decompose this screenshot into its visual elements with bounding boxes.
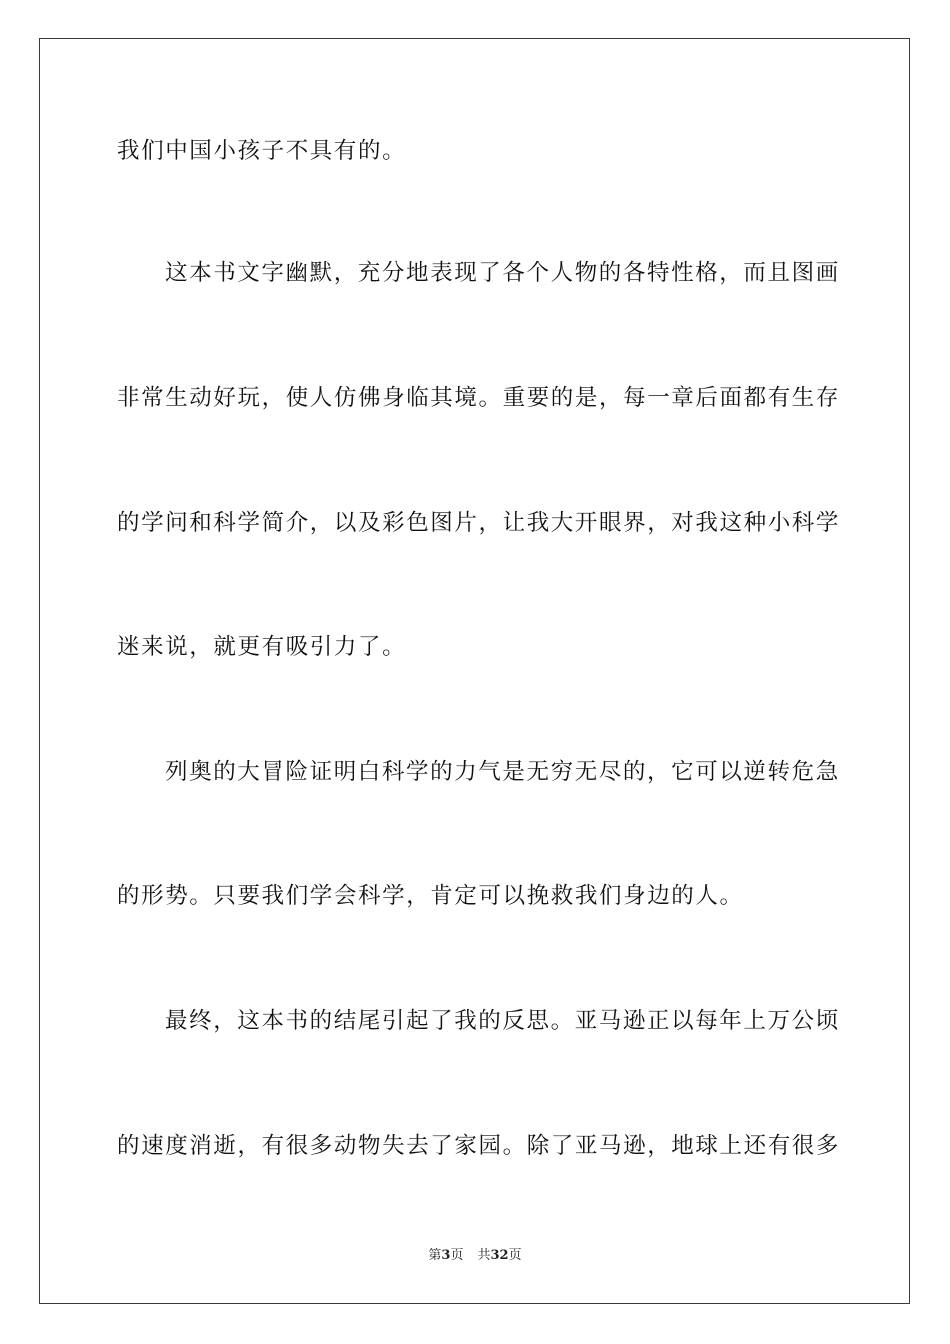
page-number: 3 xyxy=(441,1248,451,1263)
text-line-3: 非常生动好玩，使人仿佛身临其境。重要的是，每一章后面都有生存 xyxy=(117,385,841,411)
page-suffix: 页 xyxy=(450,1248,464,1263)
total-pages: 32 xyxy=(490,1248,509,1263)
text-line-5: 迷来说，就更有吸引力了。 xyxy=(117,634,407,660)
text-line-9: 的速度消逝，有很多动物失去了家园。除了亚马逊，地球上还有很多 xyxy=(117,1133,841,1159)
total-suffix: 页 xyxy=(508,1248,522,1263)
page-border xyxy=(39,38,910,1304)
paragraph-start-line-6: 列奥的大冒险证明白科学的力气是无穷无尽的，它可以逆转危急 xyxy=(165,759,840,785)
text-line-4: 的学问和科学简介，以及彩色图片，让我大开眼界，对我这种小科学 xyxy=(117,510,841,536)
page-prefix: 第 xyxy=(428,1248,442,1263)
page-footer xyxy=(0,1247,950,1265)
text-line-7: 的形势。只要我们学会科学，肯定可以挽救我们身边的人。 xyxy=(117,883,744,909)
paragraph-start-line-2: 这本书文字幽默，充分地表现了各个人物的各特性格，而且图画 xyxy=(165,260,840,286)
paragraph-start-line-8: 最终，这本书的结尾引起了我的反思。亚马逊正以每年上万公顷 xyxy=(165,1008,840,1034)
text-line-1: 我们中国小孩子不具有的。 xyxy=(117,138,407,164)
total-prefix: 共 xyxy=(477,1248,491,1263)
